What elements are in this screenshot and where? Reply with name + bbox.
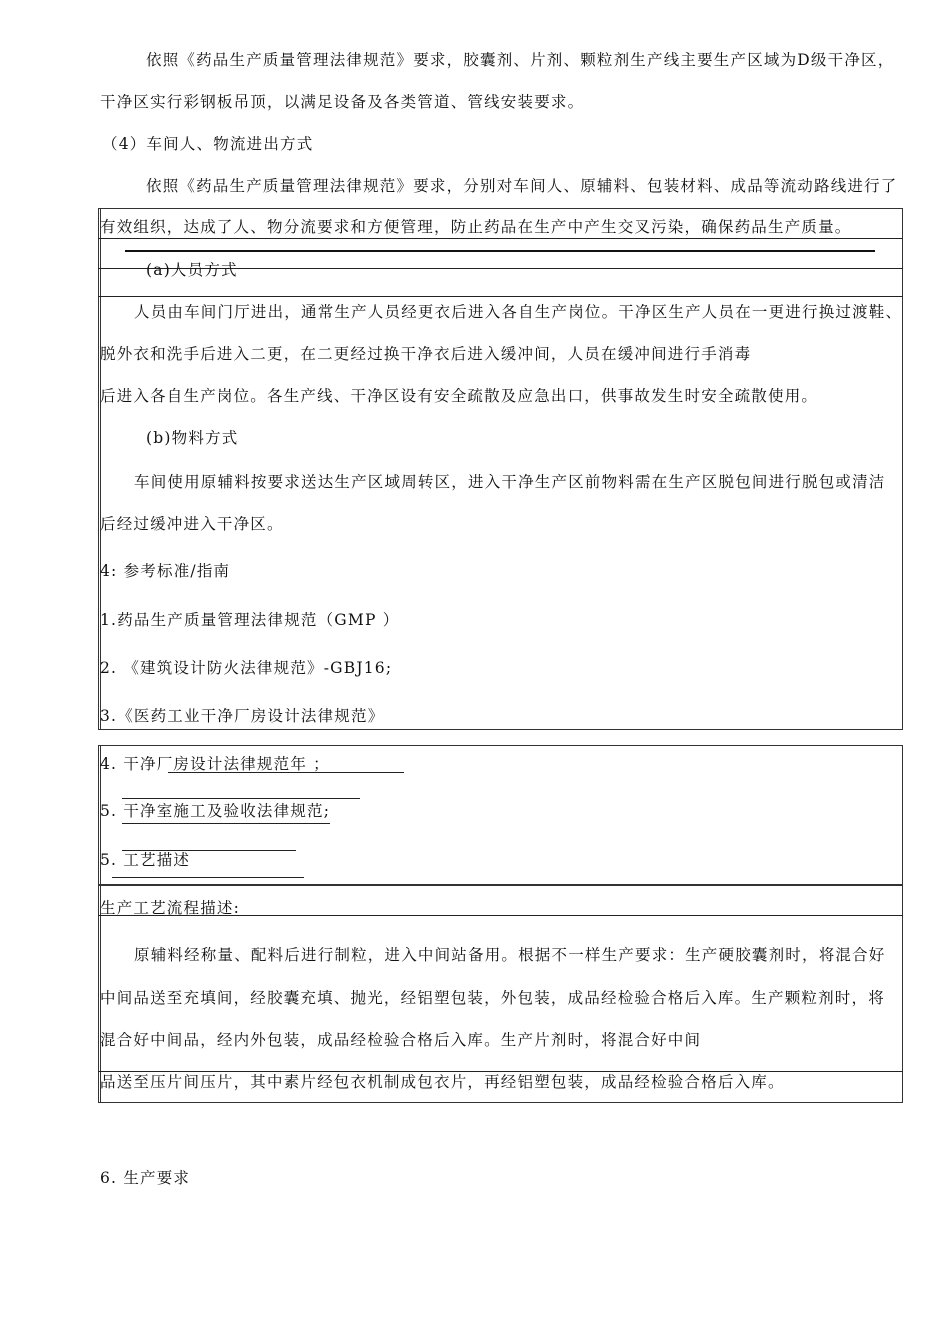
paragraph-line: 依照《药品生产质量管理法律规范》要求，胶囊剂、片剂、颗粒剂生产线主要生产区域为D级干净区， (146, 51, 895, 69)
subheading-material: (b)物料方式 (146, 429, 239, 447)
paragraph-line: 脱外衣和洗手后进入二更，在二更经过换干净衣后进入缓冲间，人员在缓冲间进行手消毒 (100, 345, 752, 363)
reference-item: 4. 干净厂房设计法律规范年 ； (100, 755, 330, 773)
paragraph-line: 有效组织，达成了人、物分流要求和方便管理，防止药品在生产中产生交叉污染，确保药品生产质量。 (100, 218, 852, 236)
process-heading: 生产工艺流程描述: (100, 899, 241, 917)
reference-item: 3.《医药工业干净厂房设计法律规范》 (100, 707, 385, 725)
paragraph-line: 干净区实行彩钢板吊顶，以满足设备及各类管道、管线安装要求。 (100, 93, 585, 111)
reference-item: 1.药品生产质量管理法律规范（GMP ） (100, 611, 400, 629)
underline (122, 823, 330, 824)
underline (168, 772, 404, 773)
reference-heading: 4: 参考标准/指南 (100, 562, 231, 580)
paragraph-line: 混合好中间品，经内外包装，成品经检验合格后入库。生产片剂时，将混合好中间 (100, 1031, 702, 1049)
table-rule (125, 250, 875, 252)
paragraph-line: 中间品送至充填间，经胶囊充填、抛光，经铝塑包装，外包装，成品经检验合格后入库。生产颗粒剂时，将 (100, 989, 885, 1007)
paragraph-line: 后进入各自生产岗位。各生产线、干净区设有安全疏散及应急出口，供事故发生时安全疏散使用。 (100, 387, 819, 405)
section-heading: （4）车间人、物流进出方式 (102, 135, 314, 153)
table-inner-border (100, 208, 101, 730)
paragraph-line: 依照《药品生产质量管理法律规范》要求，分别对车间人、原辅料、包装材料、成品等流动路线进行了 (146, 177, 898, 195)
table-block (98, 208, 903, 730)
reference-item: 5. 干净室施工及验收法律规范; (100, 802, 331, 820)
paragraph-line: 后经过缓冲进入干净区。 (100, 515, 284, 533)
reference-item: 2. 《建筑设计防火法律规范》-GBJ16; (100, 659, 393, 677)
subheading-personnel: (a)人员方式 (146, 261, 238, 279)
section-heading: 5. 工艺描述 (100, 851, 191, 869)
section-heading: 6. 生产要求 (100, 1169, 191, 1187)
paragraph-line: 品送至压片间压片，其中素片经包衣机制成包衣片，再经铝塑包装，成品经检验合格后入库。 (100, 1073, 785, 1091)
paragraph-line: 人员由车间门厅进出，通常生产人员经更衣后进入各自生产岗位。干净区生产人员在一更进行换过渡鞋、 (134, 303, 903, 321)
underline (122, 798, 360, 799)
table-row-divider (98, 238, 903, 239)
paragraph-line: 原辅料经称量、配料后进行制粒，进入中间站备用。根据不一样生产要求：生产硬胶囊剂时，将混合好 (134, 946, 886, 964)
table-row-divider (98, 296, 903, 297)
underline (112, 877, 304, 878)
paragraph-line: 车间使用原辅料按要求送达生产区域周转区，进入干净生产区前物料需在生产区脱包间进行脱包或清洁 (134, 473, 886, 491)
